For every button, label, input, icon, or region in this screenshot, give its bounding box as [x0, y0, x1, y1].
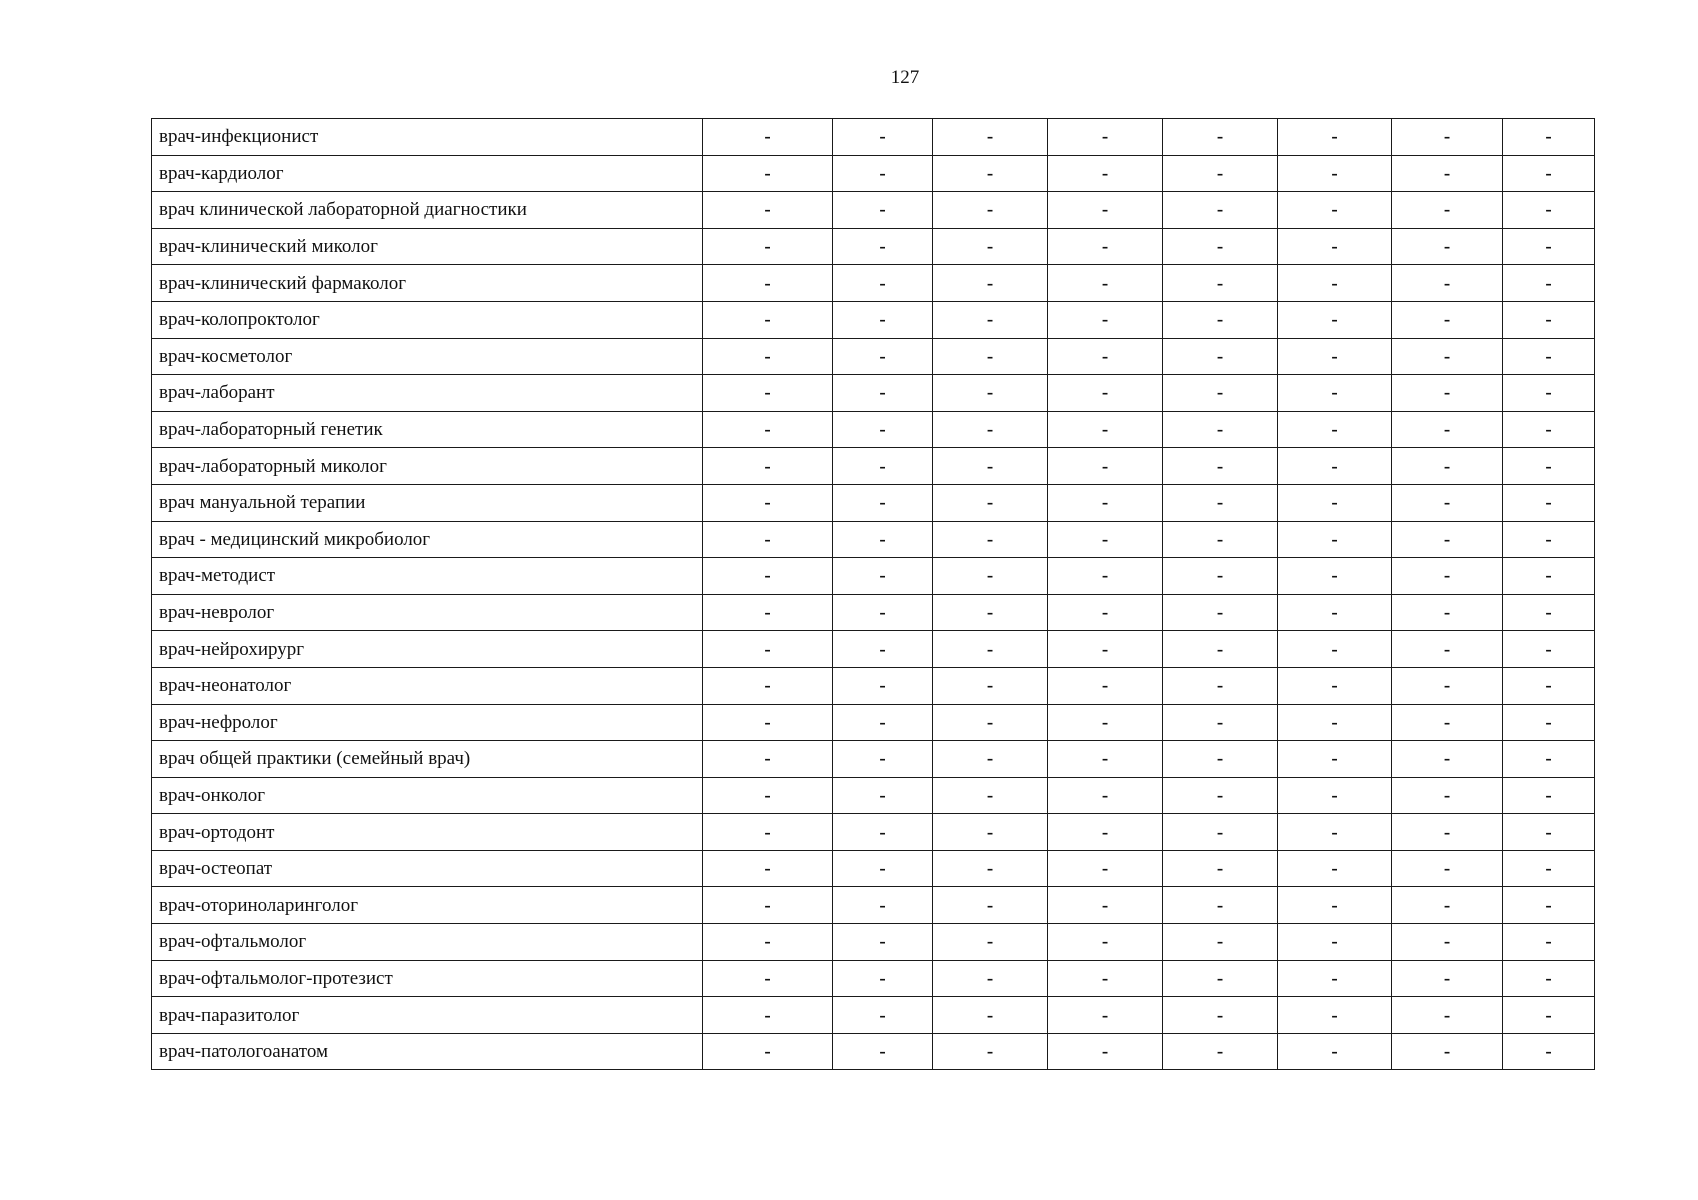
- value-cell: -: [1278, 228, 1392, 265]
- value-cell: -: [1392, 375, 1503, 412]
- value-cell: -: [1503, 301, 1595, 338]
- value-cell: -: [933, 192, 1048, 229]
- value-cell: -: [1048, 1033, 1163, 1070]
- position-name-cell: врач-лаборант: [152, 375, 703, 412]
- value-cell: -: [703, 887, 833, 924]
- value-cell: -: [933, 814, 1048, 851]
- value-cell: -: [933, 301, 1048, 338]
- value-cell: -: [833, 667, 933, 704]
- value-cell: -: [1278, 704, 1392, 741]
- table-row: [152, 411, 1595, 448]
- value-cell: -: [1163, 887, 1278, 924]
- value-cell: -: [1048, 375, 1163, 412]
- value-cell: -: [703, 850, 833, 887]
- value-cell: -: [1163, 375, 1278, 412]
- value-cell: -: [933, 741, 1048, 778]
- position-name-cell: врач-онколог: [152, 777, 703, 814]
- value-cell: -: [1048, 265, 1163, 302]
- value-cell: -: [1278, 484, 1392, 521]
- value-cell: -: [703, 411, 833, 448]
- value-cell: -: [1048, 155, 1163, 192]
- value-cell: -: [933, 411, 1048, 448]
- value-cell: -: [1048, 741, 1163, 778]
- value-cell: -: [703, 997, 833, 1034]
- value-cell: -: [703, 192, 833, 229]
- table-row: [152, 777, 1595, 814]
- value-cell: -: [1503, 850, 1595, 887]
- position-name-cell: врач-паразитолог: [152, 997, 703, 1034]
- value-cell: -: [1278, 192, 1392, 229]
- value-cell: -: [833, 960, 933, 997]
- table-row: [152, 119, 1595, 156]
- value-cell: -: [1278, 887, 1392, 924]
- value-cell: -: [1278, 631, 1392, 668]
- position-name-cell: врач-неонатолог: [152, 667, 703, 704]
- value-cell: -: [1163, 192, 1278, 229]
- value-cell: -: [1163, 448, 1278, 485]
- value-cell: -: [1392, 338, 1503, 375]
- value-cell: -: [1503, 155, 1595, 192]
- value-cell: -: [933, 265, 1048, 302]
- table-row: [152, 887, 1595, 924]
- value-cell: -: [833, 484, 933, 521]
- value-cell: -: [1163, 850, 1278, 887]
- table-row: [152, 228, 1595, 265]
- value-cell: -: [1278, 338, 1392, 375]
- table-row: [152, 631, 1595, 668]
- value-cell: -: [1048, 558, 1163, 595]
- position-name-cell: врач-лабораторный генетик: [152, 411, 703, 448]
- value-cell: -: [1503, 631, 1595, 668]
- value-cell: -: [703, 777, 833, 814]
- value-cell: -: [1278, 448, 1392, 485]
- value-cell: -: [1503, 997, 1595, 1034]
- value-cell: -: [1392, 887, 1503, 924]
- table-body: [152, 119, 1595, 1070]
- value-cell: -: [1503, 704, 1595, 741]
- value-cell: -: [703, 1033, 833, 1070]
- position-name-cell: врач-инфекционист: [152, 119, 703, 156]
- value-cell: -: [1503, 887, 1595, 924]
- value-cell: -: [1503, 741, 1595, 778]
- position-name-cell: врач-невролог: [152, 594, 703, 631]
- value-cell: -: [1163, 521, 1278, 558]
- position-name-cell: врач-нефролог: [152, 704, 703, 741]
- value-cell: -: [1048, 777, 1163, 814]
- value-cell: -: [1163, 741, 1278, 778]
- value-cell: -: [1163, 411, 1278, 448]
- value-cell: -: [1503, 484, 1595, 521]
- value-cell: -: [933, 375, 1048, 412]
- value-cell: -: [1163, 960, 1278, 997]
- value-cell: -: [1503, 338, 1595, 375]
- value-cell: -: [1163, 155, 1278, 192]
- table-row: [152, 448, 1595, 485]
- value-cell: -: [703, 521, 833, 558]
- value-cell: -: [1392, 850, 1503, 887]
- value-cell: -: [833, 631, 933, 668]
- value-cell: -: [933, 119, 1048, 156]
- table-row: [152, 960, 1595, 997]
- value-cell: -: [1392, 741, 1503, 778]
- value-cell: -: [1278, 741, 1392, 778]
- value-cell: -: [1503, 192, 1595, 229]
- table-row: [152, 594, 1595, 631]
- value-cell: -: [1163, 997, 1278, 1034]
- value-cell: -: [1048, 667, 1163, 704]
- value-cell: -: [1278, 558, 1392, 595]
- value-cell: -: [1278, 924, 1392, 961]
- table-row: [152, 814, 1595, 851]
- value-cell: -: [1392, 777, 1503, 814]
- value-cell: -: [933, 850, 1048, 887]
- value-cell: -: [833, 411, 933, 448]
- value-cell: -: [1163, 704, 1278, 741]
- value-cell: -: [703, 119, 833, 156]
- value-cell: -: [833, 521, 933, 558]
- value-cell: -: [1503, 375, 1595, 412]
- value-cell: -: [1278, 814, 1392, 851]
- value-cell: -: [933, 228, 1048, 265]
- value-cell: -: [1278, 777, 1392, 814]
- position-name-cell: врач общей практики (семейный врач): [152, 741, 703, 778]
- value-cell: -: [1503, 594, 1595, 631]
- value-cell: -: [933, 155, 1048, 192]
- value-cell: -: [1048, 411, 1163, 448]
- value-cell: -: [1392, 521, 1503, 558]
- value-cell: -: [703, 814, 833, 851]
- table-row: [152, 704, 1595, 741]
- value-cell: -: [1392, 1033, 1503, 1070]
- value-cell: -: [1048, 521, 1163, 558]
- value-cell: -: [833, 375, 933, 412]
- table-row: [152, 558, 1595, 595]
- value-cell: -: [833, 887, 933, 924]
- position-name-cell: врач-косметолог: [152, 338, 703, 375]
- value-cell: -: [1278, 960, 1392, 997]
- value-cell: -: [1392, 960, 1503, 997]
- value-cell: -: [1278, 594, 1392, 631]
- value-cell: -: [933, 704, 1048, 741]
- value-cell: -: [1278, 375, 1392, 412]
- value-cell: -: [1392, 448, 1503, 485]
- position-name-cell: врач - медицинский микробиолог: [152, 521, 703, 558]
- value-cell: -: [1278, 521, 1392, 558]
- value-cell: -: [1048, 887, 1163, 924]
- value-cell: -: [833, 338, 933, 375]
- value-cell: -: [1503, 960, 1595, 997]
- value-cell: -: [1392, 265, 1503, 302]
- value-cell: -: [1163, 228, 1278, 265]
- table-row: [152, 521, 1595, 558]
- page-number: 127: [890, 67, 920, 88]
- value-cell: -: [833, 704, 933, 741]
- value-cell: -: [833, 850, 933, 887]
- value-cell: -: [933, 631, 1048, 668]
- value-cell: -: [933, 924, 1048, 961]
- value-cell: -: [1503, 411, 1595, 448]
- table-row: [152, 265, 1595, 302]
- position-name-cell: врач-клинический фармаколог: [152, 265, 703, 302]
- value-cell: -: [1503, 521, 1595, 558]
- value-cell: -: [1163, 119, 1278, 156]
- value-cell: -: [1392, 558, 1503, 595]
- value-cell: -: [1163, 594, 1278, 631]
- value-cell: -: [1278, 411, 1392, 448]
- value-cell: -: [1503, 667, 1595, 704]
- value-cell: -: [933, 338, 1048, 375]
- positions-table: [151, 118, 1595, 1070]
- table-row: [152, 667, 1595, 704]
- value-cell: -: [1392, 667, 1503, 704]
- value-cell: -: [1278, 997, 1392, 1034]
- value-cell: -: [833, 448, 933, 485]
- value-cell: -: [1163, 265, 1278, 302]
- value-cell: -: [1392, 814, 1503, 851]
- value-cell: -: [1278, 265, 1392, 302]
- value-cell: -: [1048, 338, 1163, 375]
- value-cell: -: [703, 960, 833, 997]
- value-cell: -: [1048, 631, 1163, 668]
- value-cell: -: [933, 448, 1048, 485]
- position-name-cell: врач мануальной терапии: [152, 484, 703, 521]
- value-cell: -: [833, 997, 933, 1034]
- value-cell: -: [833, 594, 933, 631]
- value-cell: -: [833, 192, 933, 229]
- value-cell: -: [1163, 484, 1278, 521]
- value-cell: -: [833, 301, 933, 338]
- value-cell: -: [1278, 301, 1392, 338]
- value-cell: -: [1278, 1033, 1392, 1070]
- value-cell: -: [1503, 228, 1595, 265]
- value-cell: -: [1392, 155, 1503, 192]
- value-cell: -: [1392, 594, 1503, 631]
- value-cell: -: [1048, 704, 1163, 741]
- value-cell: -: [703, 594, 833, 631]
- position-name-cell: врач-кардиолог: [152, 155, 703, 192]
- value-cell: -: [1392, 228, 1503, 265]
- table-row: [152, 1033, 1595, 1070]
- value-cell: -: [1163, 924, 1278, 961]
- value-cell: -: [1278, 119, 1392, 156]
- value-cell: -: [1278, 155, 1392, 192]
- value-cell: -: [703, 704, 833, 741]
- position-name-cell: врач-колопроктолог: [152, 301, 703, 338]
- value-cell: -: [933, 777, 1048, 814]
- value-cell: -: [933, 594, 1048, 631]
- position-name-cell: врач-патологоанатом: [152, 1033, 703, 1070]
- value-cell: -: [933, 887, 1048, 924]
- value-cell: -: [833, 265, 933, 302]
- value-cell: -: [703, 924, 833, 961]
- value-cell: -: [933, 960, 1048, 997]
- table-row: [152, 338, 1595, 375]
- value-cell: -: [1163, 338, 1278, 375]
- value-cell: -: [1392, 924, 1503, 961]
- value-cell: -: [703, 558, 833, 595]
- value-cell: -: [1392, 631, 1503, 668]
- value-cell: -: [1163, 631, 1278, 668]
- value-cell: -: [703, 301, 833, 338]
- value-cell: -: [1503, 1033, 1595, 1070]
- value-cell: -: [933, 558, 1048, 595]
- value-cell: -: [1392, 704, 1503, 741]
- value-cell: -: [1048, 997, 1163, 1034]
- position-name-cell: врач-офтальмолог: [152, 924, 703, 961]
- value-cell: -: [1048, 228, 1163, 265]
- value-cell: -: [1392, 119, 1503, 156]
- value-cell: -: [703, 741, 833, 778]
- value-cell: -: [1163, 777, 1278, 814]
- value-cell: -: [1392, 484, 1503, 521]
- value-cell: -: [1048, 192, 1163, 229]
- table-row: [152, 924, 1595, 961]
- value-cell: -: [1048, 814, 1163, 851]
- value-cell: -: [1392, 301, 1503, 338]
- value-cell: -: [933, 997, 1048, 1034]
- table-row: [152, 997, 1595, 1034]
- value-cell: -: [1163, 667, 1278, 704]
- value-cell: -: [833, 741, 933, 778]
- value-cell: -: [1392, 997, 1503, 1034]
- value-cell: -: [833, 1033, 933, 1070]
- value-cell: -: [1503, 924, 1595, 961]
- value-cell: -: [1503, 448, 1595, 485]
- value-cell: -: [1503, 814, 1595, 851]
- value-cell: -: [933, 521, 1048, 558]
- table-row: [152, 850, 1595, 887]
- position-name-cell: врач-нейрохирург: [152, 631, 703, 668]
- value-cell: -: [703, 155, 833, 192]
- value-cell: -: [933, 1033, 1048, 1070]
- value-cell: -: [1048, 484, 1163, 521]
- value-cell: -: [703, 338, 833, 375]
- table-row: [152, 301, 1595, 338]
- value-cell: -: [1503, 777, 1595, 814]
- value-cell: -: [703, 375, 833, 412]
- value-cell: -: [1503, 558, 1595, 595]
- value-cell: -: [1392, 192, 1503, 229]
- value-cell: -: [703, 265, 833, 302]
- value-cell: -: [833, 814, 933, 851]
- value-cell: -: [703, 228, 833, 265]
- value-cell: -: [703, 667, 833, 704]
- value-cell: -: [933, 484, 1048, 521]
- position-name-cell: врач-остеопат: [152, 850, 703, 887]
- value-cell: -: [1278, 667, 1392, 704]
- value-cell: -: [1163, 301, 1278, 338]
- value-cell: -: [933, 667, 1048, 704]
- value-cell: -: [833, 777, 933, 814]
- value-cell: -: [1503, 265, 1595, 302]
- value-cell: -: [703, 631, 833, 668]
- table-row: [152, 741, 1595, 778]
- table-row: [152, 375, 1595, 412]
- table-row: [152, 484, 1595, 521]
- table-row: [152, 192, 1595, 229]
- value-cell: -: [833, 228, 933, 265]
- value-cell: -: [703, 448, 833, 485]
- value-cell: -: [1048, 850, 1163, 887]
- value-cell: -: [1278, 850, 1392, 887]
- value-cell: -: [1048, 301, 1163, 338]
- value-cell: -: [833, 924, 933, 961]
- value-cell: -: [1503, 119, 1595, 156]
- value-cell: -: [833, 155, 933, 192]
- position-name-cell: врач клинической лабораторной диагностики: [152, 192, 703, 229]
- value-cell: -: [1163, 1033, 1278, 1070]
- position-name-cell: врач-офтальмолог-протезист: [152, 960, 703, 997]
- value-cell: -: [1392, 411, 1503, 448]
- value-cell: -: [703, 484, 833, 521]
- value-cell: -: [1163, 814, 1278, 851]
- position-name-cell: врач-ортодонт: [152, 814, 703, 851]
- value-cell: -: [1048, 594, 1163, 631]
- value-cell: -: [1048, 960, 1163, 997]
- table-row: [152, 155, 1595, 192]
- value-cell: -: [1163, 558, 1278, 595]
- value-cell: -: [833, 558, 933, 595]
- position-name-cell: врач-лабораторный миколог: [152, 448, 703, 485]
- value-cell: -: [1048, 924, 1163, 961]
- position-name-cell: врач-методист: [152, 558, 703, 595]
- position-name-cell: врач-оториноларинголог: [152, 887, 703, 924]
- position-name-cell: врач-клинический миколог: [152, 228, 703, 265]
- value-cell: -: [1048, 448, 1163, 485]
- value-cell: -: [833, 119, 933, 156]
- value-cell: -: [1048, 119, 1163, 156]
